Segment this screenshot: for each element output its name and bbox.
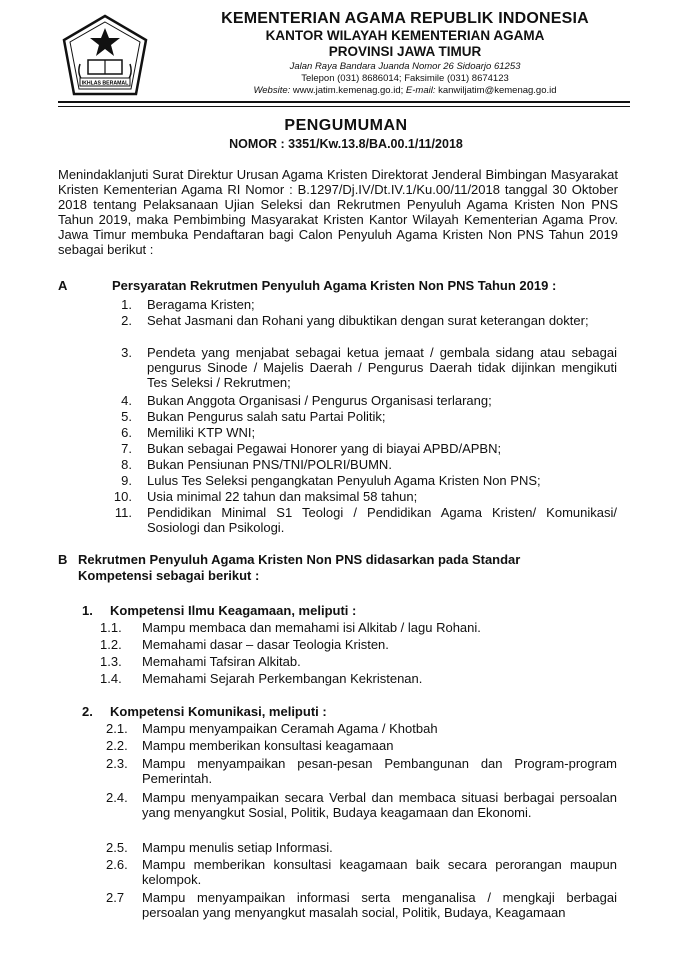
- list-item: Usia minimal 22 tahun dan maksimal 58 tahun;: [147, 489, 418, 504]
- list-item-number: 2.3.: [106, 756, 128, 771]
- list-item-number: 6.: [121, 425, 132, 440]
- list-item-number: 4.: [121, 393, 132, 408]
- email-label: E-mail:: [405, 85, 436, 96]
- list-item: Mampu menyampaikan Ceramah Agama / Khotbah: [142, 721, 438, 736]
- list-item: Mampu menyampaikan secara Verbal dan membaca situasi berbagai persoalan yang menyangkut Sosial, Politik, Budaya keagamaan dan Ekonomi.: [142, 790, 617, 820]
- letterhead-ministry: KEMENTERIAN AGAMA REPUBLIK INDONESIA: [221, 10, 589, 27]
- list-item-number: 1.1.: [100, 620, 122, 635]
- list-item: Pendidikan Minimal S1 Teologi / Pendidikan Agama Kristen/ Komunikasi/ Sosiologi dan Psikologi.: [147, 505, 617, 535]
- list-item: Memiliki KTP WNI;: [147, 425, 256, 440]
- list-item-number: 2.4.: [106, 790, 128, 805]
- list-item-number: 8.: [121, 457, 132, 472]
- list-item: Mampu menyampaikan informasi serta menganalisa / mengkaji berbagai persoalan yang menyangkut masalah social, Politik, Budaya, Keagamaan: [142, 890, 617, 920]
- letterhead-web-email: [160, 85, 650, 96]
- list-item: Memahami dasar – dasar Teologia Kristen.: [142, 637, 389, 652]
- list-item-number: 1.3.: [100, 654, 122, 669]
- list-item: Beragama Kristen;: [147, 297, 255, 312]
- list-item: Pendeta yang menjabat sebagai ketua jemaat / gembala sidang atau sebagai pengurus Sinode / Majelis Daerah / Pengurus Daerah tidak dijinkan mengikuti Tes Seleksi / Rekrutmen;: [147, 345, 617, 390]
- group-2-title: Kompetensi Komunikasi, meliputi :: [110, 704, 327, 719]
- website-link[interactable]: www.jatim.kemenag.go.id;: [292, 85, 404, 96]
- page-title: PENGUMUMAN: [284, 117, 408, 134]
- list-item: Mampu memberikan konsultasi keagamaan: [142, 738, 394, 753]
- list-item: Mampu menulis setiap Informasi.: [142, 840, 333, 855]
- list-item-number: 1.4.: [100, 671, 122, 686]
- group-2-number: 2.: [82, 704, 93, 719]
- list-item: Sehat Jasmani dan Rohani yang dibuktikan dengan surat keterangan dokter;: [147, 313, 589, 328]
- section-b-title: Rekrutmen Penyuluh Agama Kristen Non PNS didasarkan pada Standar Kompetensi sebagai berikut :: [78, 552, 521, 583]
- section-b-letter: B: [58, 552, 68, 567]
- document-number: NOMOR : 3351/Kw.13.8/BA.00.1/11/2018: [229, 137, 463, 151]
- list-item-number: 5.: [121, 409, 132, 424]
- list-item: Memahami Sejarah Perkembangan Kekristenan.: [142, 671, 423, 686]
- list-item-number: 2.5.: [106, 840, 128, 855]
- list-item-number: 2.: [121, 313, 132, 328]
- list-item-number: 7.: [121, 441, 132, 456]
- list-item: Lulus Tes Seleksi pengangkatan Penyuluh Agama Kristen Non PNS;: [147, 473, 541, 488]
- list-item-number: 2.6.: [106, 857, 128, 872]
- letterhead-address: Jalan Raya Bandara Juanda Nomor 26 Sidoarjo 61253: [289, 61, 521, 72]
- list-item: Bukan Pengurus salah satu Partai Politik;: [147, 409, 386, 424]
- list-item: Bukan Anggota Organisasi / Pengurus Organisasi terlarang;: [147, 393, 492, 408]
- list-item-number: 11.: [114, 505, 132, 520]
- list-item: Memahami Tafsiran Alkitab.: [142, 654, 301, 669]
- letterhead-office: KANTOR WILAYAH KEMENTERIAN AGAMA: [265, 28, 545, 43]
- letterhead-rule-thin: [58, 106, 630, 107]
- list-item: Bukan sebagai Pegawai Honorer yang di biayai APBD/APBN;: [147, 441, 502, 456]
- letterhead-phone: Telepon (031) 8686014; Faksimile (031) 8674123: [301, 73, 509, 84]
- email-link[interactable]: kanwiljatim@kemenag.go.id: [438, 85, 557, 96]
- list-item-number: 2.1.: [106, 721, 128, 736]
- group-1-title: Kompetensi Ilmu Keagamaan, meliputi :: [110, 603, 357, 618]
- website-label: Website:: [253, 85, 291, 96]
- list-item-number: 2.7: [106, 890, 125, 905]
- list-item: Bukan Pensiunan PNS/TNI/POLRI/BUMN.: [147, 457, 392, 472]
- letterhead-rule-thick: [58, 101, 630, 103]
- list-item: Mampu memberikan konsultasi keagamaan baik secara perorangan maupun kelompok.: [142, 857, 617, 887]
- list-item: Mampu membaca dan memahami isi Alkitab / lagu Rohani.: [142, 620, 481, 635]
- section-a-letter: A: [58, 278, 68, 293]
- letterhead-province: PROVINSI JAWA TIMUR: [328, 44, 482, 59]
- section-a-title: Persyaratan Rekrutmen Penyuluh Agama Kristen Non PNS Tahun 2019 :: [112, 278, 557, 293]
- list-item-number: 10.: [113, 489, 132, 504]
- list-item-number: 3.: [121, 345, 132, 360]
- group-1-number: 1.: [82, 603, 93, 618]
- list-item-number: 1.: [121, 297, 132, 312]
- logo-motto: IKHLAS BERAMAL: [81, 80, 129, 87]
- list-item-number: 2.2.: [106, 738, 128, 753]
- list-item-number: 1.2.: [100, 637, 122, 652]
- list-item-number: 9.: [121, 473, 132, 488]
- kemenag-emblem-icon: [58, 14, 153, 100]
- list-item: Mampu menyampaikan pesan-pesan Pembangunan dan Program-program Pemerintah.: [142, 756, 617, 786]
- intro-paragraph: Menindaklanjuti Surat Direktur Urusan Agama Kristen Direktorat Jenderal Bimbingan Masyarakat Kristen Kementerian Agama RI Nomor : B.1297/Dj.IV/Dt.IV.1/Ku.00/11/2018 tanggal 30 Oktober 2018 tentang Pelaksanaan Ujian Seleksi dan Rekrutmen Penyuluh Agama Kristen Non PNS Tahun 2019, maka Pembimbing Masyarakat Kristen Kantor Wilayah Kementerian Agama Prov. Jawa Timur membuka Pendaftaran bagi Calon Penyuluh Agama Kristen Non PNS Tahun 2019 sebagai berikut :: [58, 167, 618, 257]
